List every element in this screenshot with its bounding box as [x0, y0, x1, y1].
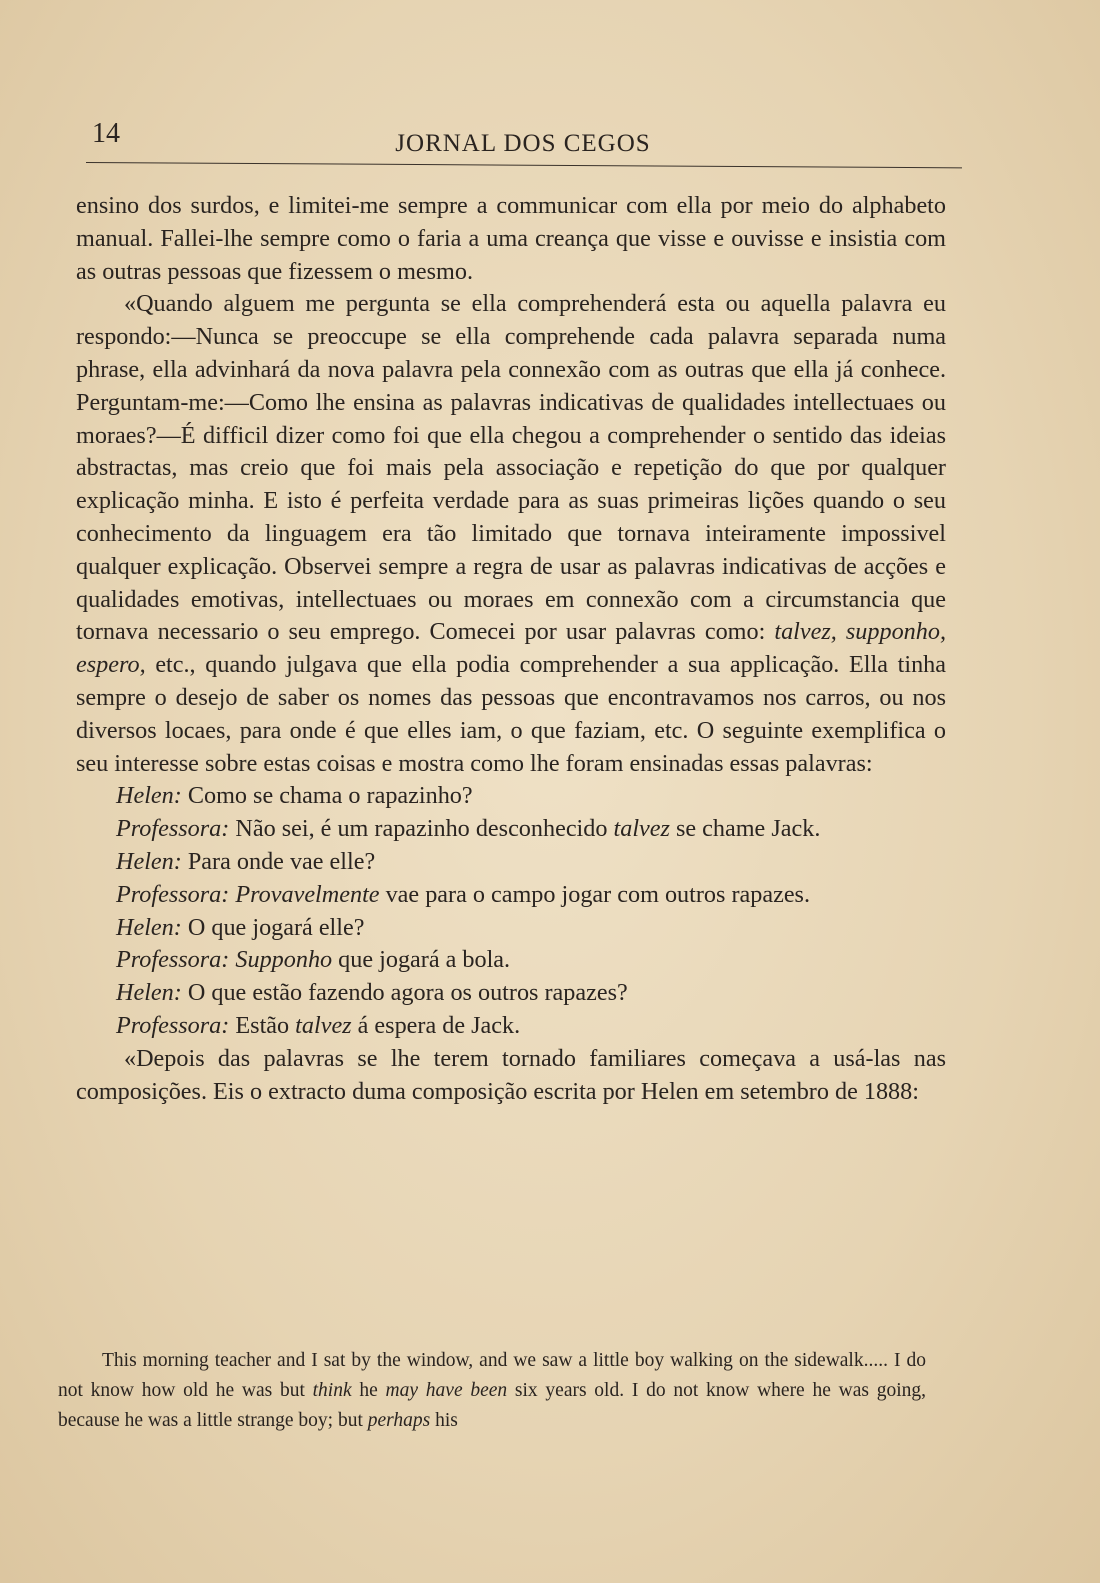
dialog-speaker: Helen:: [116, 847, 182, 875]
dialog-emphasis: Provavelmente: [235, 880, 380, 908]
dialog-line: [76, 977, 946, 1010]
paragraph-2: [76, 288, 946, 780]
quote-paragraph: [58, 1346, 926, 1436]
dialog-text: vae para o campo jogar com outros rapazes.: [385, 880, 811, 908]
dialog-text: O que jogará elle?: [187, 913, 365, 941]
dialog-speaker: Professora:: [116, 946, 230, 974]
dialog-line: [76, 879, 946, 912]
dialog-speaker: Professora:: [116, 880, 230, 908]
paragraph-1: ensino dos surdos, e limitei-me sempre a communicar com ella por meio do alphabeto manual. Fallei-lhe sempre como o faria a uma creança que visse e ouvisse e insistia com as outras pessoas que fizessem o mesmo.: [76, 192, 946, 285]
quote-text: his: [435, 1410, 458, 1431]
dialog-text: se chame Jack.: [675, 815, 821, 843]
english-quote: [58, 1346, 926, 1436]
running-title: JORNAL DOS CEGOS: [395, 130, 651, 157]
dialog-line: [76, 780, 946, 813]
dialog-emphasis: Supponho: [235, 946, 333, 974]
dialog-speaker: Professora:: [116, 1011, 230, 1039]
dialog-line: [76, 1010, 946, 1043]
dialog-speaker: Helen:: [116, 979, 182, 1007]
dialog-text: que jogará a bola.: [338, 946, 511, 974]
paragraph-2-text: «Quando alguem me pergunta se ella comprehenderá esta ou aquella palavra eu respondo:—Nunca se preoccupe se ella comprehende cada palavra separada numa phrase, ella advinhará da nova palavra pela connexão com as outras que ella já conhece. Perguntam-me:—Como lhe ensina as palavras indicativas de qualidades intellectuaes ou moraes?—É difficil dizer como foi que ella chegou a comprehender o sentido das ideias abstractas, mas creio que foi mais pela associação e repetição do que por qualquer explicação minha. E isto é perfeita verdade para as suas primeiras lições quando o seu conhecimento da linguagem era tão limitado que tornava inteiramente impossivel qualquer explicação. Observei sempre a regra de usar as palavras indicativas de acções e qualidades emotivas, intellectuaes ou moraes em connexão com a circumstancia que tornava necessario o seu emprego. Comecei por usar palavras como:: [76, 290, 946, 646]
paragraph-2-italic-words: talvez, supponho, espero,: [76, 618, 946, 679]
dialog-text: á espera de Jack.: [357, 1011, 521, 1039]
dialog-speaker: Helen:: [116, 782, 182, 810]
quote-text: he: [359, 1380, 378, 1401]
dialog-text: Como se chama o rapazinho?: [187, 782, 473, 810]
dialog-line: [76, 912, 946, 945]
dialog-text: Para onde vae elle?: [187, 847, 376, 875]
dialog-line: [76, 813, 946, 846]
paragraph-2-rest: etc., quando julgava que ella podia comprehender a sua applicação. Ella tinha sempre o desejo de saber os nomes das pessoas que encontravamos nos carros, ou nos diversos locaes, para onde é que elles iam, o que faziam, etc. O seguinte exemplifica o seu interesse sobre estas coisas e mostra como lhe foram ensinadas essas palavras:: [76, 651, 946, 777]
dialog-text: Estão: [235, 1011, 290, 1039]
dialog-speaker: Helen:: [116, 913, 182, 941]
quote-emphasis: may have been: [385, 1380, 508, 1401]
quote-text: This morning teacher and I sat by the window, and we saw a little boy walking on the sidewalk..... I do not know how old he was but: [58, 1350, 926, 1401]
quote-emphasis: think: [312, 1380, 352, 1401]
dialog-line: [76, 944, 946, 977]
dialog-emphasis: talvez: [613, 815, 670, 843]
page-number: 14: [92, 118, 120, 149]
dialog-text: O que estão fazendo agora os outros rapazes?: [187, 979, 628, 1007]
body-text: [76, 190, 946, 1108]
quote-emphasis: perhaps: [367, 1410, 431, 1431]
dialog: [76, 780, 946, 1042]
dialog-line: [76, 846, 946, 879]
page-header: [88, 118, 958, 164]
dialog-emphasis: talvez: [295, 1011, 352, 1039]
dialog-speaker: Professora:: [116, 815, 230, 843]
paragraph-3: «Depois das palavras se lhe terem tornado familiares começava a usá-las nas composições. Eis o extracto duma composição escrita por Helen em setembro de 1888:: [76, 1044, 946, 1105]
quote-text: six years old. I do not know where he was going, because he was a little strange boy; but: [58, 1380, 926, 1431]
dialog-text: Não sei, é um rapazinho desconhecido: [235, 815, 608, 843]
